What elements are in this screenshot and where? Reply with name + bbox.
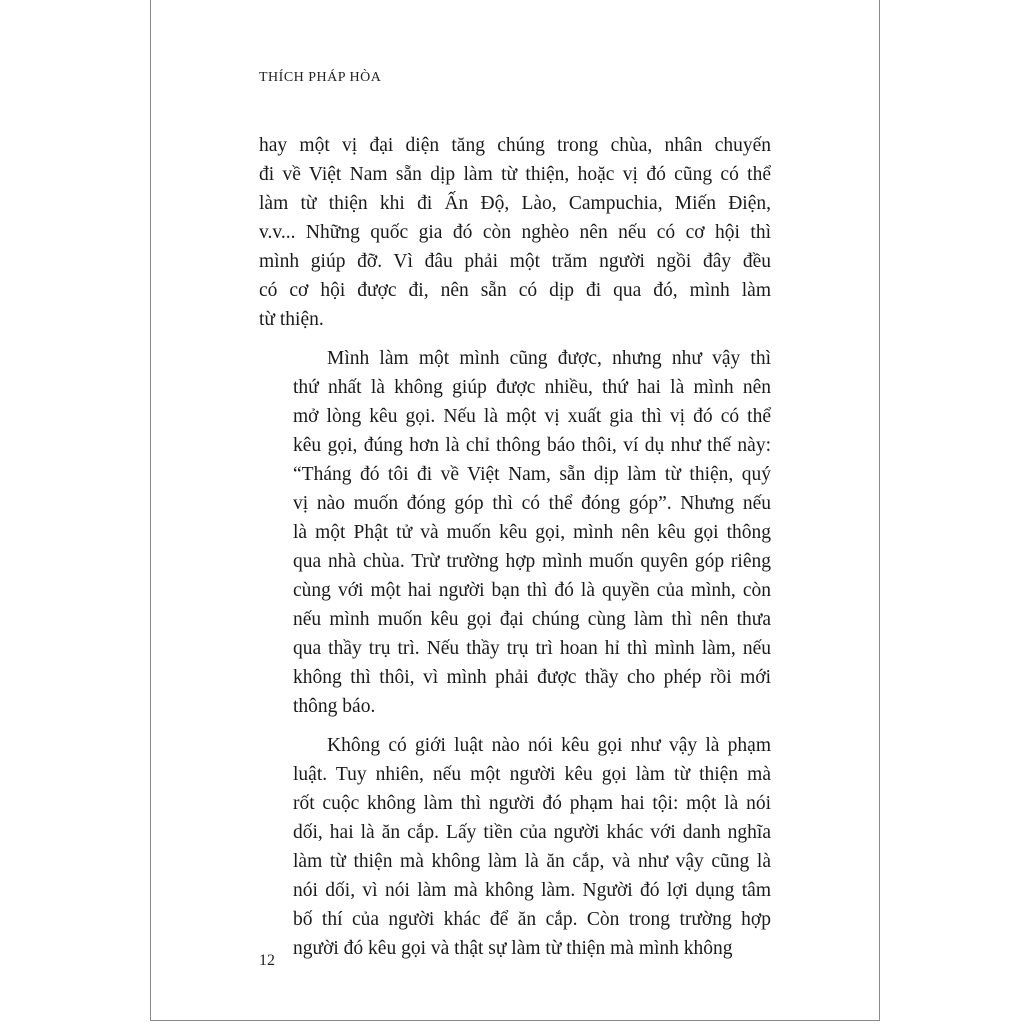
- body-text: [259, 131, 771, 973]
- text-line: v.v... Những quốc gia đó còn nghèo nên nếu có cơ hội thì: [259, 222, 771, 243]
- text-line: hay một vị đại diện tăng chúng trong chùa, nhân chuyến: [259, 135, 771, 156]
- text-line: “Tháng đó tôi đi về Việt Nam, sẵn dịp làm từ thiện, quý: [293, 464, 771, 485]
- book-page: [150, 0, 880, 1021]
- text-line: nói dối, vì nói làm mà không làm. Người đó lợi dụng tâm: [293, 880, 771, 901]
- text-line: thông báo.: [293, 696, 376, 717]
- text-line: người đó kêu gọi và thật sự làm từ thiện mà mình không: [293, 938, 733, 959]
- text-line: vị nào muốn đóng góp thì có thể đóng góp”. Nhưng nếu: [293, 493, 771, 514]
- text-line: qua nhà chùa. Trừ trường hợp mình muốn quyên góp riêng: [293, 551, 771, 572]
- text-line: dối, hai là ăn cắp. Lấy tiền của người khác với danh nghĩa: [293, 822, 771, 843]
- text-line: không thì thôi, vì mình phải được thầy cho phép rồi mới: [293, 667, 771, 688]
- running-head: THÍCH PHÁP HÒA: [259, 70, 382, 85]
- text-line: Mình làm một mình cũng được, nhưng như vậy thì: [327, 348, 771, 369]
- text-line: qua thầy trụ trì. Nếu thầy trụ trì hoan hỉ thì mình làm, nếu: [293, 638, 771, 659]
- paragraph: [259, 131, 771, 334]
- text-line: có cơ hội được đi, nên sẵn có dịp đi qua đó, mình làm: [259, 280, 771, 301]
- text-line: bố thí của người khác để ăn cắp. Còn trong trường hợp: [293, 909, 771, 930]
- text-line: rốt cuộc không làm thì người đó phạm hai tội: một là nói: [293, 793, 771, 814]
- text-line: nếu mình muốn kêu gọi đại chúng cùng làm thì nên thưa: [293, 609, 771, 630]
- text-line: làm từ thiện khi đi Ấn Độ, Lào, Campuchia, Miến Điện,: [259, 193, 771, 214]
- text-line: kêu gọi, đúng hơn là chỉ thông báo thôi, ví dụ như thế này:: [293, 435, 771, 456]
- text-line: làm từ thiện mà không làm là ăn cắp, và như vậy cũng là: [293, 851, 771, 872]
- text-line: cùng với một hai người bạn thì đó là quyền của mình, còn: [293, 580, 771, 601]
- paragraph: [259, 344, 771, 721]
- page-number: 12: [259, 952, 275, 969]
- text-line: luật. Tuy nhiên, nếu một người kêu gọi làm từ thiện mà: [293, 764, 771, 785]
- text-line: là một Phật tử và muốn kêu gọi, mình nên kêu gọi thông: [293, 522, 771, 543]
- text-line: mình giúp đỡ. Vì đâu phải một trăm người ngồi đây đều: [259, 251, 771, 272]
- text-line: thứ nhất là không giúp được nhiều, thứ hai là mình nên: [293, 377, 771, 398]
- text-line: đi về Việt Nam sẵn dịp làm từ thiện, hoặc vị đó cũng có thể: [259, 164, 771, 185]
- text-line: từ thiện.: [259, 309, 324, 330]
- text-line: mở lòng kêu gọi. Nếu là một vị xuất gia thì vị đó có thể: [293, 406, 771, 427]
- text-line: Không có giới luật nào nói kêu gọi như vậy là phạm: [327, 735, 771, 756]
- paragraph: [259, 731, 771, 963]
